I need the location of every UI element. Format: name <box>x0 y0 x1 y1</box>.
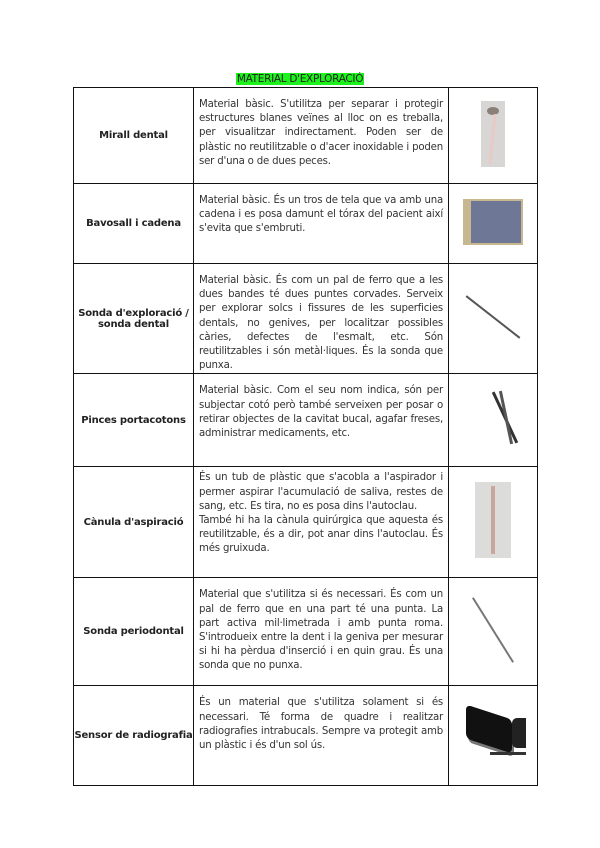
row-name: Mirall dental <box>74 88 194 184</box>
suction-cannula-image <box>449 467 538 578</box>
table-row <box>74 88 538 184</box>
row-name: Cànula d'aspiració <box>74 467 194 578</box>
table-row <box>74 374 538 467</box>
row-description: Material bàsic. S'utilitza per separar i protegir estructures blanes veïnes al lloc on es treballa, per visualitzar indirectament. Poden ser de plàstic no reutilitzable o d'acer inoxidable i poden ser d'una o de dues peces. <box>194 88 449 184</box>
row-description-part2: També hi ha la cànula quirúrgica que aquesta és reutilitzable, és a dir, pot anar dins l'autoclau. És més gruixuda. <box>199 515 443 555</box>
materials-table <box>73 87 538 786</box>
document-title: MATERIAL D'EXPLORACIÓ <box>236 73 364 85</box>
row-name: Sonda d'exploració / sonda dental <box>74 264 194 374</box>
xray-sensor-image <box>449 686 538 786</box>
row-description-part1: És un tub de plàstic que s'acobla a l'aspirador i permer aspirar l'acumulació de saliva, restes de sang, etc. Es tira, no es posa dins l'autoclau. <box>199 472 443 512</box>
explorer-probe-image <box>449 264 538 374</box>
row-name: Sensor de radiografia <box>74 686 194 786</box>
row-description: Material bàsic. Com el seu nom indica, són per subjectar cotó però també serveixen per posar o retirar objectes de la cavitat bucal, agafar freses, administrar medicaments, etc. <box>194 374 449 467</box>
row-description <box>194 467 449 578</box>
periodontal-probe-image <box>449 578 538 686</box>
row-name: Sonda periodontal <box>74 578 194 686</box>
tweezers-image <box>449 374 538 467</box>
row-description: És un material que s'utilitza solament si és necessari. Té forma de quadre i realitzar radiografies intrabucals. Sempre va protegit amb un plàstic i és d'un sol ús. <box>194 686 449 786</box>
table-row <box>74 578 538 686</box>
row-description: Material que s'utilitza si és necessari. És com un pal de ferro que en una part té una punta. La part activa mil·limetrada i amb punta roma. S'introdueix entre la dent i la geniva per mesurar si hi ha pèrdua d'inserció i en quin grau. És una sonda que no punxa. <box>194 578 449 686</box>
row-name: Pinces portacotons <box>74 374 194 467</box>
row-description: Material bàsic. És com un pal de ferro que a les dues bandes té dues puntes corvades. Serveix per explorar solcs i fissures de les superficies dentals, no genives, per localitzar possibles càries, defectes de l'esmalt, etc. Són reutilitzables i són metàl·liques. És la sonda que punxa. <box>194 264 449 374</box>
dental-mirror-image <box>449 88 538 184</box>
row-description: Material bàsic. És un tros de tela que va amb una cadena i es posa damunt el tórax del pacient així s'evita que s'embruti. <box>194 184 449 264</box>
table-row <box>74 686 538 786</box>
table-row <box>74 264 538 374</box>
table-row <box>74 184 538 264</box>
row-name: Bavosall i cadena <box>74 184 194 264</box>
bib-image <box>449 184 538 264</box>
table-row <box>74 467 538 578</box>
